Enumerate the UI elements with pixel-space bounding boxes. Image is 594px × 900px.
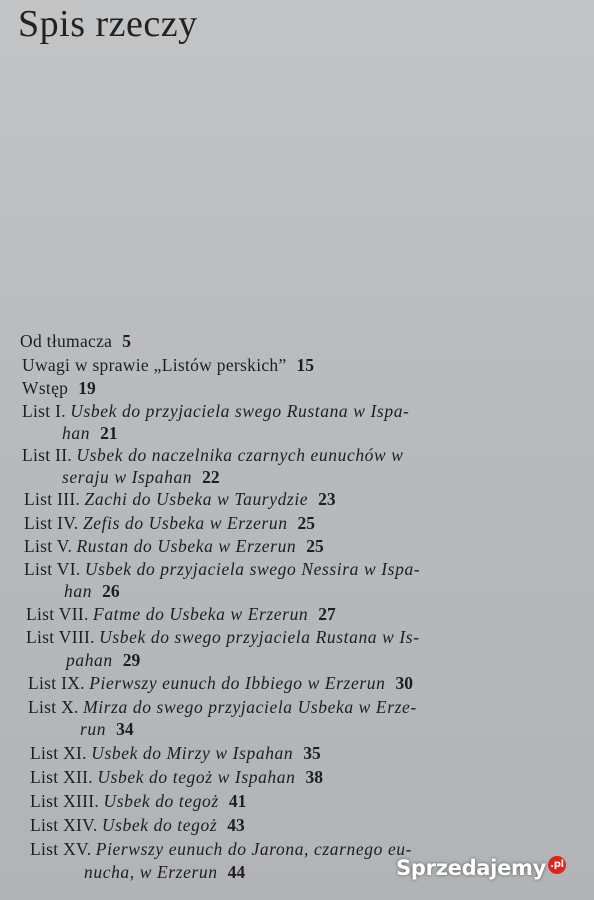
toc-entry: [30, 742, 321, 764]
toc-entry: [22, 354, 314, 376]
toc-entry: [24, 488, 336, 510]
entry-page: 21: [100, 423, 118, 443]
watermark-text: Sprzedajemy: [396, 856, 546, 880]
entry-text: Usbek do tegoż: [103, 791, 219, 811]
entry-label: List IX.: [28, 673, 85, 693]
entry-text: Usbek do naczelnika czarnych eunuchów w: [76, 445, 404, 465]
entry-text: han: [64, 581, 93, 601]
toc-entry: [20, 330, 131, 352]
toc-entry: [64, 580, 120, 602]
toc-entry: [22, 400, 409, 422]
entry-text: Usbek do przyjaciela swego Nessira w Ispa-: [84, 559, 421, 579]
entry-text: nucha, w Erzerun: [84, 862, 218, 882]
entry-page: 35: [303, 743, 321, 763]
entry-text: pahan: [66, 650, 113, 670]
toc-entry: [24, 558, 420, 580]
entry-page: 5: [122, 331, 131, 351]
toc-entry: [30, 838, 412, 860]
entry-page: 23: [318, 489, 336, 509]
entry-text: Usbek do tegoż: [101, 815, 218, 835]
entry-label: List XIII.: [30, 791, 100, 811]
entry-text: Usbek do swego przyjaciela Rustana w Is-: [99, 627, 420, 647]
toc-entry: [24, 535, 324, 557]
entry-text: Usbek do przyjaciela swego Rustana w Ispa-: [70, 401, 410, 421]
sprzedajemy-watermark: [396, 856, 566, 880]
entry-label: List VIII.: [26, 627, 95, 647]
entry-page: 34: [116, 719, 134, 739]
entry-page: 25: [306, 536, 324, 556]
entry-page: 30: [395, 673, 413, 693]
entry-text: seraju w Ispahan: [62, 467, 193, 487]
entry-page: 38: [305, 767, 323, 787]
toc-entry: [84, 861, 245, 883]
entry-label: List XV.: [30, 839, 92, 859]
entry-label: List III.: [24, 489, 81, 509]
entry-page: 29: [122, 650, 141, 670]
entry-text: Pierwszy eunuch do Ibbiego w Erzerun: [89, 673, 386, 693]
entry-text: run: [80, 719, 107, 739]
page-title: Spis rzeczy: [18, 3, 198, 45]
entry-label: List XI.: [30, 743, 87, 763]
toc-entry: [28, 696, 417, 718]
entry-page: 15: [296, 355, 315, 375]
entry-text: Rustan do Usbeka w Erzerun: [76, 536, 297, 556]
entry-label: Uwagi w sprawie „Listów perskich”: [22, 355, 287, 375]
entry-page: 22: [202, 467, 220, 487]
entry-text: Zachi do Usbeka w Taurydzie: [84, 489, 309, 509]
entry-label: Od tłumacza: [20, 331, 113, 351]
entry-label: List VI.: [24, 559, 81, 579]
entry-page: 19: [78, 378, 96, 398]
entry-page: 43: [227, 815, 245, 835]
toc-entry: [26, 603, 336, 625]
entry-page: 44: [227, 862, 246, 882]
toc-entry: [26, 626, 420, 648]
entry-text: Fatme do Usbeka w Erzerun: [93, 604, 309, 624]
toc-entry: [28, 672, 413, 694]
entry-text: Zefis do Usbeka w Erzerun: [82, 513, 288, 533]
entry-label: List VII.: [26, 604, 89, 624]
toc-entry: [22, 377, 96, 399]
entry-page: 27: [318, 604, 336, 624]
entry-text: han: [62, 423, 91, 443]
entry-text: Usbek do Mirzy w Ispahan: [91, 743, 294, 763]
entry-text: Pierwszy eunuch do Jarona, czarnego eu-: [95, 839, 413, 859]
entry-page: 41: [228, 791, 247, 811]
entry-page: 26: [102, 581, 120, 601]
entry-text: Mirza do swego przyjaciela Usbeka w Erze-: [83, 697, 417, 717]
entry-label: List X.: [28, 697, 79, 717]
toc-entry: [22, 444, 404, 466]
toc-entry: [30, 766, 323, 788]
entry-label: List XIV.: [30, 815, 98, 835]
entry-page: 25: [297, 513, 316, 533]
toc-entry: [24, 512, 315, 534]
toc-entry: [62, 466, 220, 488]
toc-entry: [80, 718, 134, 740]
toc-entry: [66, 649, 140, 671]
entry-label: List IV.: [24, 513, 79, 533]
entry-label: List I.: [22, 401, 66, 421]
toc-entry: [30, 814, 245, 836]
entry-text: Usbek do tegoż w Ispahan: [97, 767, 296, 787]
entry-label: Wstęp: [22, 378, 69, 398]
watermark-badge-icon: .pl: [548, 856, 566, 874]
entry-label: List XII.: [30, 767, 93, 787]
entry-label: List II.: [22, 445, 73, 465]
toc-entry: [62, 422, 118, 444]
toc-entry: [30, 790, 246, 812]
entry-label: List V.: [24, 536, 73, 556]
